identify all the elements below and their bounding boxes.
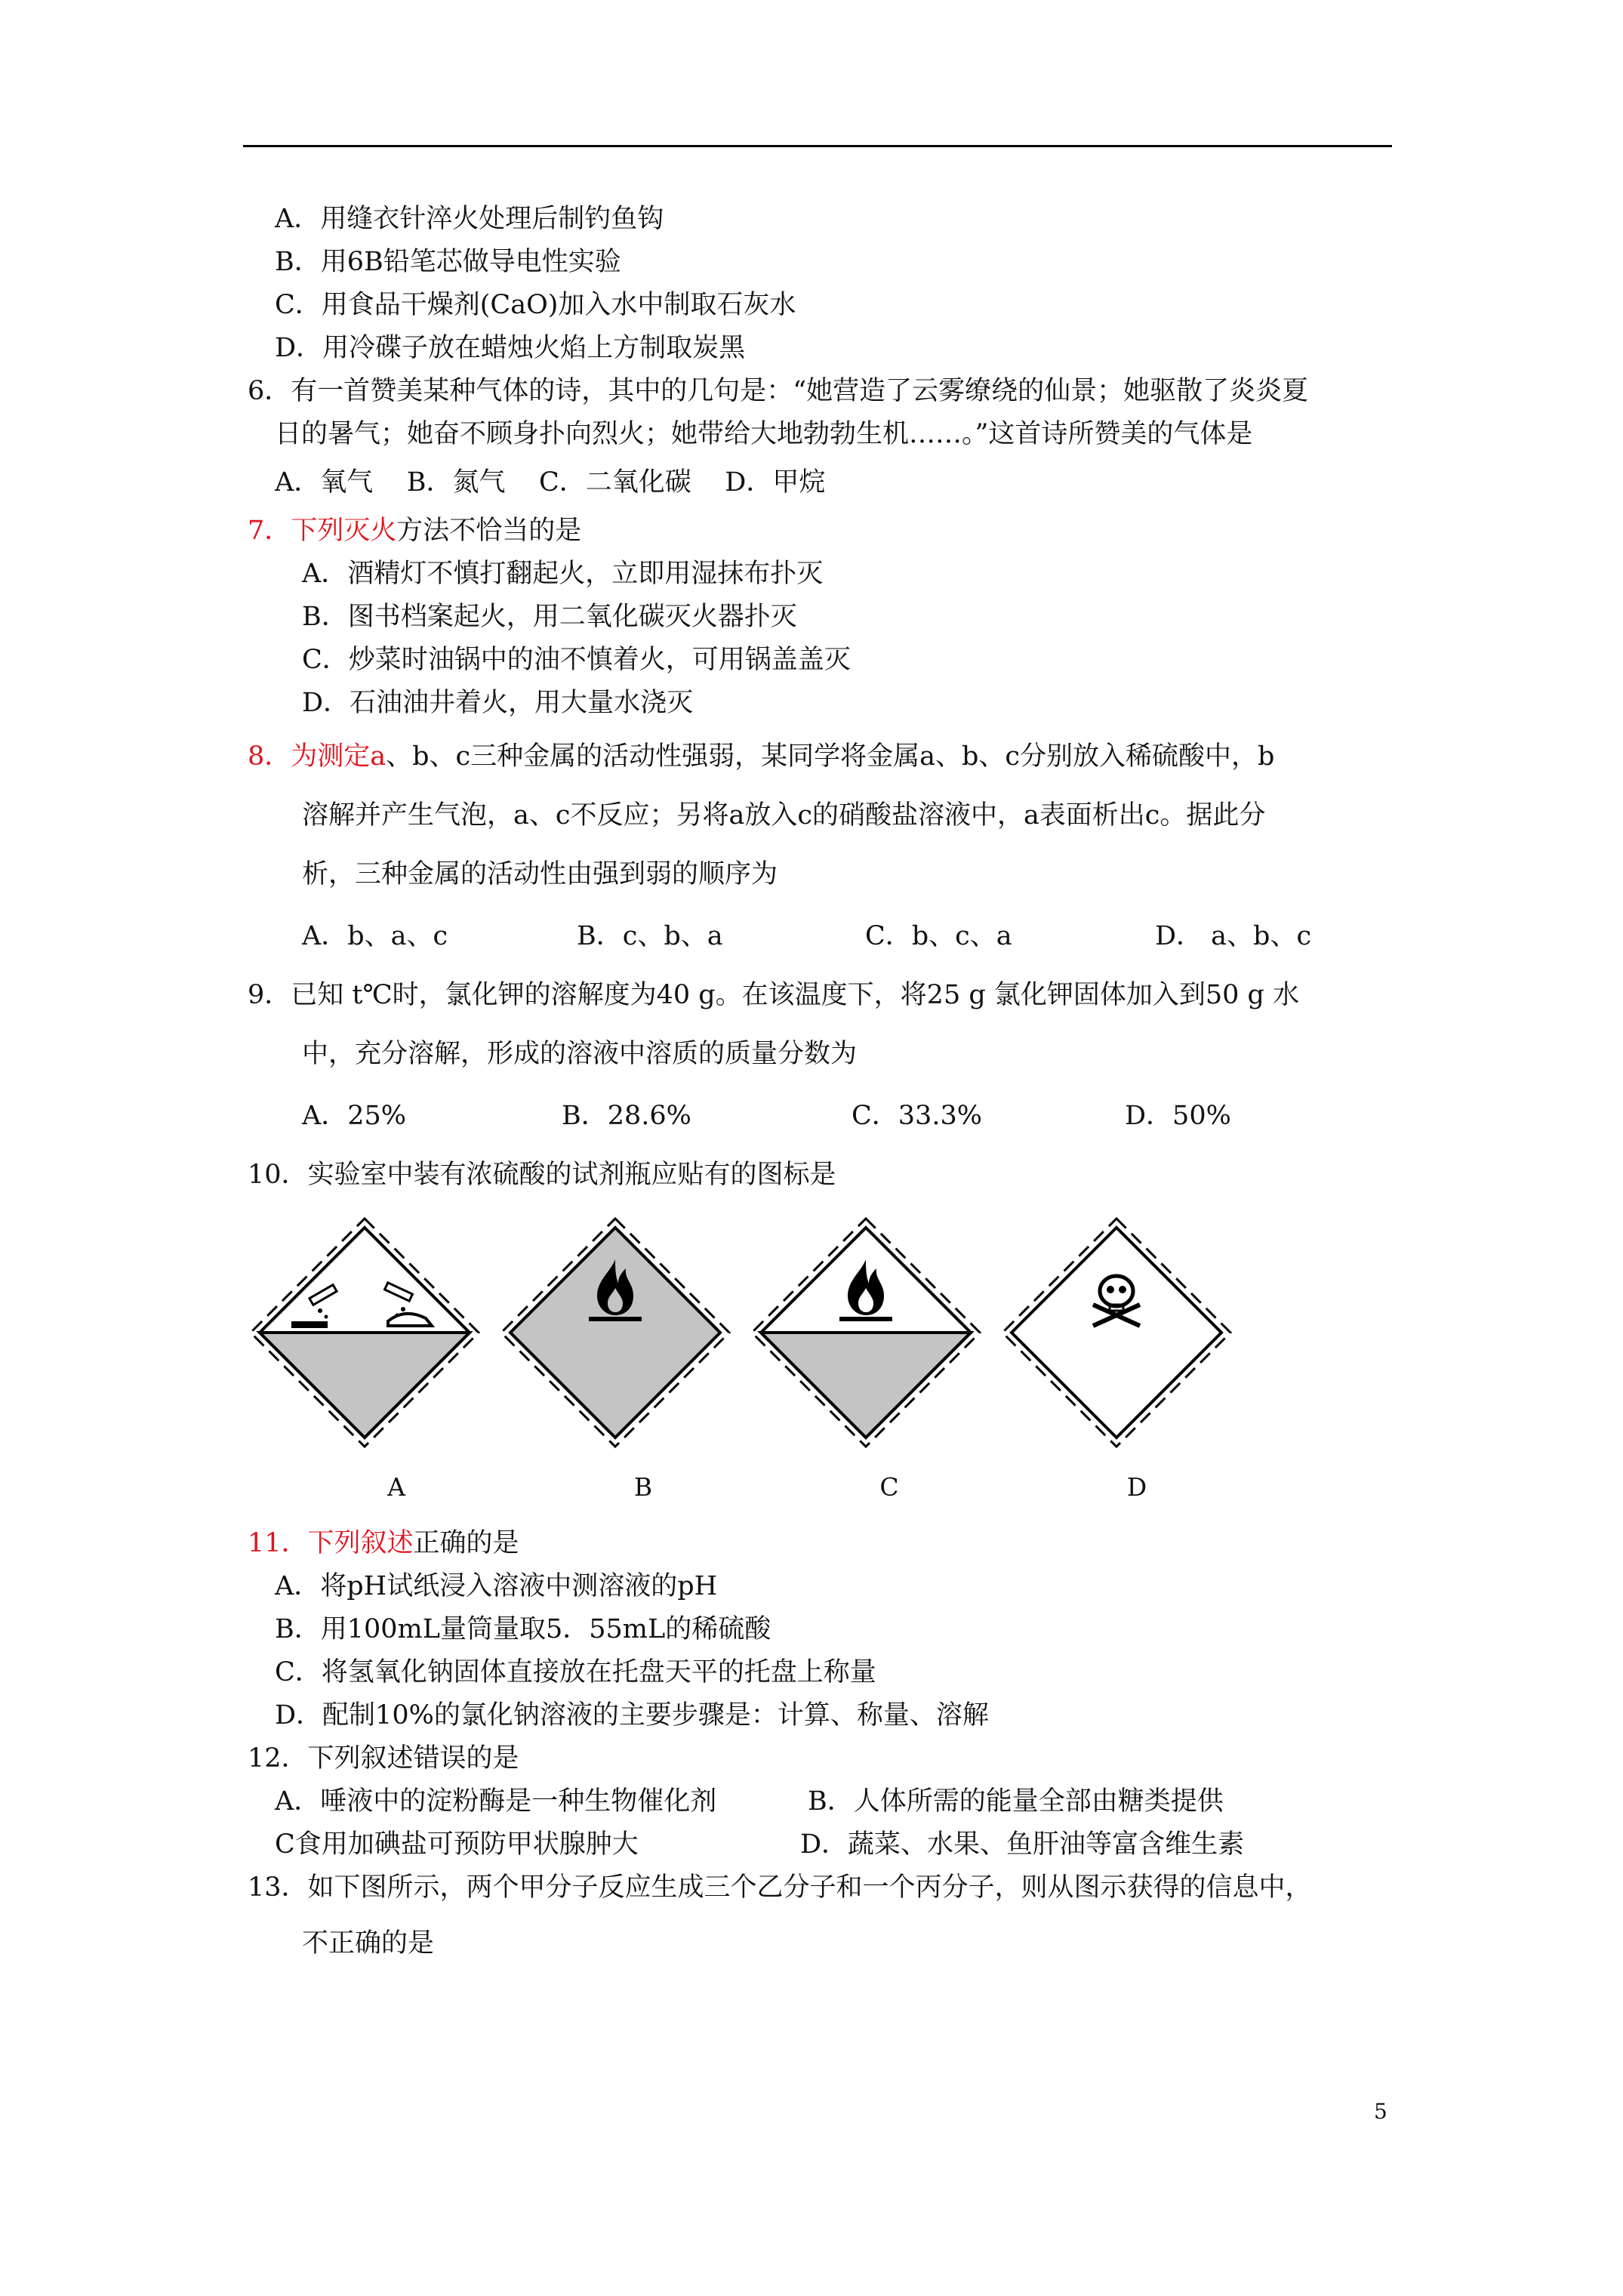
prev-option-c: C．用食品干燥剂(CaO)加入水中制取石灰水 bbox=[275, 290, 796, 320]
q8-stem-line1 bbox=[248, 740, 1274, 773]
q9-stem-line1: 9．已知 t℃时，氯化钾的溶解度为40 g。在该温度下，将25 g 氯化钾固体加入到50 g 水 bbox=[248, 980, 1300, 1010]
q11-stem-highlight: 11．下列叙述 bbox=[248, 1528, 414, 1558]
q8-option-c: C．b、c、a bbox=[865, 921, 1012, 951]
q11-option-d: D．配制10%的氯化钠溶液的主要步骤是：计算、称量、溶解 bbox=[275, 1700, 989, 1730]
flammable-half-hazard-sign bbox=[749, 1216, 983, 1450]
q7-option-c: C．炒菜时油锅中的油不慎着火，可用锅盖盖灭 bbox=[302, 645, 851, 675]
q8-stem-line3: 析，三种金属的活动性由强到弱的顺序为 bbox=[302, 859, 778, 889]
page-number: 5 bbox=[1374, 2099, 1387, 2124]
q13-stem-line1: 13．如下图所示，两个甲分子反应生成三个乙分子和一个丙分子，则从图示获得的信息中， bbox=[248, 1872, 1312, 1903]
q12-option-a: A．唾液中的淀粉酶是一种生物催化剂 bbox=[275, 1786, 717, 1817]
q13-stem-line2: 不正确的是 bbox=[302, 1928, 435, 1959]
q11-option-b: B．用100mL量筒量取5．55mL的稀硫酸 bbox=[275, 1614, 771, 1644]
q11-option-c: C．将氢氧化钠固体直接放在托盘天平的托盘上称量 bbox=[275, 1657, 876, 1687]
q9-option-b: B．28.6% bbox=[562, 1101, 691, 1131]
sign-label-b: B bbox=[633, 1472, 653, 1502]
sign-label-d: D bbox=[1126, 1472, 1147, 1502]
q12-option-b: B．人体所需的能量全部由糖类提供 bbox=[808, 1786, 1224, 1817]
q7-stem-text: 方法不恰当的是 bbox=[396, 516, 582, 546]
q9-option-d: D．50% bbox=[1125, 1101, 1231, 1131]
q7-option-d: D．石油油井着火，用大量水浇灭 bbox=[302, 688, 694, 718]
q8-stem-highlight: 8．为测定a bbox=[248, 741, 387, 772]
q7-option-a: A．酒精灯不慎打翻起火，立即用湿抹布扑灭 bbox=[302, 559, 824, 589]
q12-option-c: C食用加碘盐可预防甲状腺肿大 bbox=[275, 1829, 639, 1860]
prev-option-d: D．用冷碟子放在蜡烛火焰上方制取炭黑 bbox=[275, 333, 746, 363]
q9-option-a: A．25% bbox=[302, 1101, 407, 1131]
q11-option-a: A．将pH试纸浸入溶液中测溶液的pH bbox=[275, 1571, 718, 1601]
corrosive-hazard-sign bbox=[248, 1216, 482, 1450]
q7-stem-highlight: 7．下列灭火 bbox=[248, 516, 397, 546]
sign-label-c: C bbox=[879, 1472, 899, 1502]
q11-stem-text: 正确的是 bbox=[413, 1528, 519, 1558]
q9-option-c: C．33.3% bbox=[852, 1101, 982, 1131]
q7-option-b: B．图书档案起火，用二氧化碳灭火器扑灭 bbox=[302, 602, 797, 632]
q8-stem-text: 、b、c三种金属的活动性强弱，某同学将金属a、b、c分别放入稀硫酸中，b bbox=[386, 741, 1275, 772]
sign-label-a: A bbox=[387, 1472, 405, 1502]
q8-option-b: B．c、b、a bbox=[577, 921, 723, 951]
q8-option-a: A．b、a、c bbox=[302, 921, 448, 951]
q12-option-d: D．蔬菜、水果、鱼肝油等富含维生素 bbox=[800, 1829, 1245, 1860]
header-rule bbox=[243, 145, 1392, 147]
flammable-hazard-sign bbox=[498, 1216, 732, 1450]
q9-stem-line2: 中，充分溶解，形成的溶液中溶质的质量分数为 bbox=[302, 1039, 858, 1069]
q6-options: A．氧气 B．氮气 C．二氧化碳 D．甲烷 bbox=[275, 467, 826, 498]
q8-stem-line2: 溶解并产生气泡，a、c不反应；另将a放入c的硝酸盐溶液中，a表面析出c。据此分 bbox=[302, 800, 1266, 831]
toxic-hazard-sign bbox=[999, 1216, 1233, 1450]
q6-stem-line2: 日的暑气；她奋不顾身扑向烈火；她带给大地勃勃生机……。”这首诗所赞美的气体是 bbox=[275, 419, 1253, 449]
prev-option-a: A．用缝衣针淬火处理后制钓鱼钩 bbox=[275, 204, 664, 234]
q6-stem-line1: 6．有一首赞美某种气体的诗，其中的几句是：“她营造了云雾缭绕的仙景；她驱散了炎炎夏 bbox=[248, 376, 1309, 406]
surface-icon bbox=[291, 1321, 328, 1328]
q8-option-d: D． a、b、c bbox=[1155, 921, 1312, 951]
prev-option-b: B．用6B铅笔芯做导电性实验 bbox=[275, 247, 621, 277]
q10-stem: 10．实验室中装有浓硫酸的试剂瓶应贴有的图标是 bbox=[248, 1160, 836, 1190]
q12-stem: 12．下列叙述错误的是 bbox=[248, 1743, 519, 1774]
q7-stem bbox=[248, 514, 581, 547]
q11-stem bbox=[248, 1527, 519, 1560]
